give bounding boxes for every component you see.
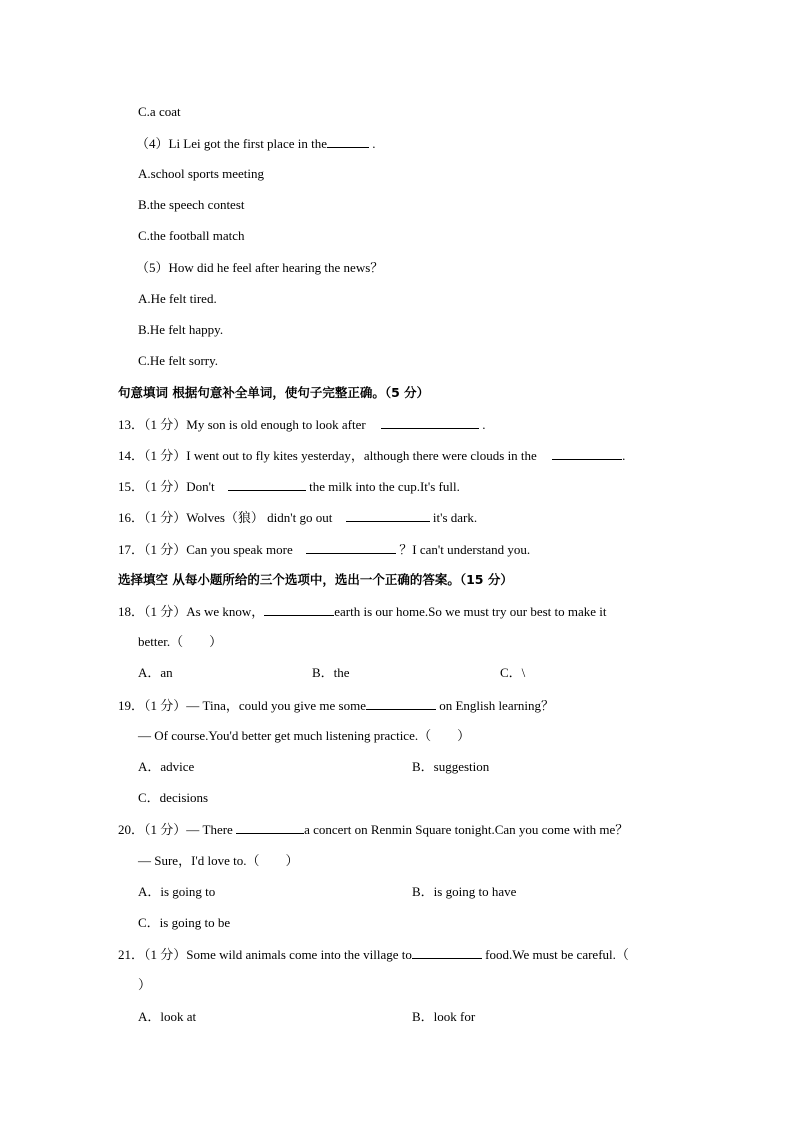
q5-option-b: B.He felt happy. bbox=[138, 322, 224, 337]
q20-option-c[interactable]: C．is going to be bbox=[138, 915, 231, 930]
answer-blank-18[interactable] bbox=[264, 603, 334, 616]
section-title-multiple-choice: 选择填空 从每小题所给的三个选项中，选出一个正确的答案。（15 分） bbox=[118, 572, 513, 587]
question-number: 21．（1 分） bbox=[118, 947, 187, 962]
question-text-end: ？I can't understand you. bbox=[396, 542, 531, 557]
question-19 bbox=[118, 697, 554, 714]
question-15 bbox=[118, 478, 460, 495]
q3-option-c: C.a coat bbox=[138, 104, 181, 119]
question-number: 19．（1 分） bbox=[118, 698, 187, 713]
q19-option-c[interactable]: C．decisions bbox=[138, 790, 209, 805]
question-21-line2: ） bbox=[138, 977, 152, 992]
question-text-end: . bbox=[478, 417, 486, 432]
answer-blank-15[interactable] bbox=[228, 478, 306, 491]
answer-blank-16[interactable] bbox=[346, 509, 430, 522]
q21-option-b[interactable]: B．look for bbox=[412, 1009, 476, 1024]
q4-option-b: B.the speech contest bbox=[138, 197, 245, 212]
question-text: Don't bbox=[186, 479, 218, 494]
q18-option-c[interactable]: C．\ bbox=[500, 665, 526, 680]
q18-option-b[interactable]: B．the bbox=[312, 665, 350, 680]
answer-blank-19[interactable] bbox=[366, 697, 436, 710]
question-text-end: a concert on Renmin Square tonight.Can you come with me？ bbox=[304, 822, 629, 837]
question-text-end: . bbox=[622, 448, 626, 463]
question-text-end: earth is our home.So we must try our best to make it bbox=[334, 604, 607, 619]
question-number: 20．（1 分） bbox=[118, 822, 187, 837]
q4-stem bbox=[136, 135, 375, 152]
question-14 bbox=[118, 447, 625, 464]
q19-option-b[interactable]: B．suggestion bbox=[412, 759, 490, 774]
q5-option-c: C.He felt sorry. bbox=[138, 353, 219, 368]
question-text-end: food.We must be careful.（ bbox=[481, 947, 629, 962]
q20-option-a[interactable]: A．is going to bbox=[138, 884, 216, 899]
question-text: I went out to fly kites yesterday，although there were clouds in the bbox=[186, 448, 541, 463]
answer-blank-13[interactable] bbox=[381, 416, 479, 429]
question-text-end: it's dark. bbox=[429, 510, 478, 525]
q4-stem-text: （4）Li Lei got the first place in the bbox=[136, 136, 327, 151]
q5-stem: （5）How did he feel after hearing the news？ bbox=[136, 260, 384, 275]
question-21 bbox=[118, 946, 629, 963]
question-18 bbox=[118, 603, 607, 620]
section-title-fill-words: 句意填词 根据句意补全单词，使句子完整正确。（5 分） bbox=[118, 385, 430, 400]
q20-option-b[interactable]: B．is going to have bbox=[412, 884, 517, 899]
question-17 bbox=[118, 541, 530, 558]
question-text-end: on English learning？ bbox=[435, 698, 555, 713]
q4-option-c: C.the football match bbox=[138, 228, 245, 243]
question-13 bbox=[118, 416, 485, 433]
question-text: — Tina，could you give me some bbox=[186, 698, 366, 713]
q5-option-a: A.He felt tired. bbox=[138, 291, 217, 306]
question-text-end: the milk into the cup.It's full. bbox=[305, 479, 460, 494]
question-18-line2: better.（ ） bbox=[138, 634, 223, 649]
question-text: Some wild animals come into the village to bbox=[186, 947, 412, 962]
answer-blank-17[interactable] bbox=[306, 541, 396, 554]
q4-blank[interactable] bbox=[327, 135, 369, 148]
question-number: 18．（1 分） bbox=[118, 604, 187, 619]
question-number: 17．（1 分） bbox=[118, 542, 187, 557]
q4-stem-end: . bbox=[368, 136, 376, 151]
answer-blank-20[interactable] bbox=[236, 821, 304, 834]
question-text: Can you speak more bbox=[186, 542, 297, 557]
question-number: 15．（1 分） bbox=[118, 479, 187, 494]
q19-option-a[interactable]: A．advice bbox=[138, 759, 195, 774]
question-19-line2: — Of course.You'd better get much listening practice.（ ） bbox=[138, 728, 471, 743]
question-16 bbox=[118, 509, 477, 526]
question-20 bbox=[118, 821, 628, 838]
answer-blank-21[interactable] bbox=[412, 946, 482, 959]
question-number: 16．（1 分） bbox=[118, 510, 187, 525]
question-text: — There bbox=[186, 822, 237, 837]
q4-option-a: A.school sports meeting bbox=[138, 166, 265, 181]
q21-option-a[interactable]: A．look at bbox=[138, 1009, 197, 1024]
question-20-line2: — Sure，I'd love to.（ ） bbox=[138, 853, 299, 868]
answer-blank-14[interactable] bbox=[552, 447, 622, 460]
question-text: Wolves（狼） didn't go out bbox=[186, 510, 336, 525]
question-number: 13．（1 分） bbox=[118, 417, 187, 432]
question-text: My son is old enough to look after bbox=[186, 417, 369, 432]
q18-option-a[interactable]: A．an bbox=[138, 665, 173, 680]
question-text: As we know， bbox=[186, 604, 265, 619]
question-number: 14．（1 分） bbox=[118, 448, 187, 463]
